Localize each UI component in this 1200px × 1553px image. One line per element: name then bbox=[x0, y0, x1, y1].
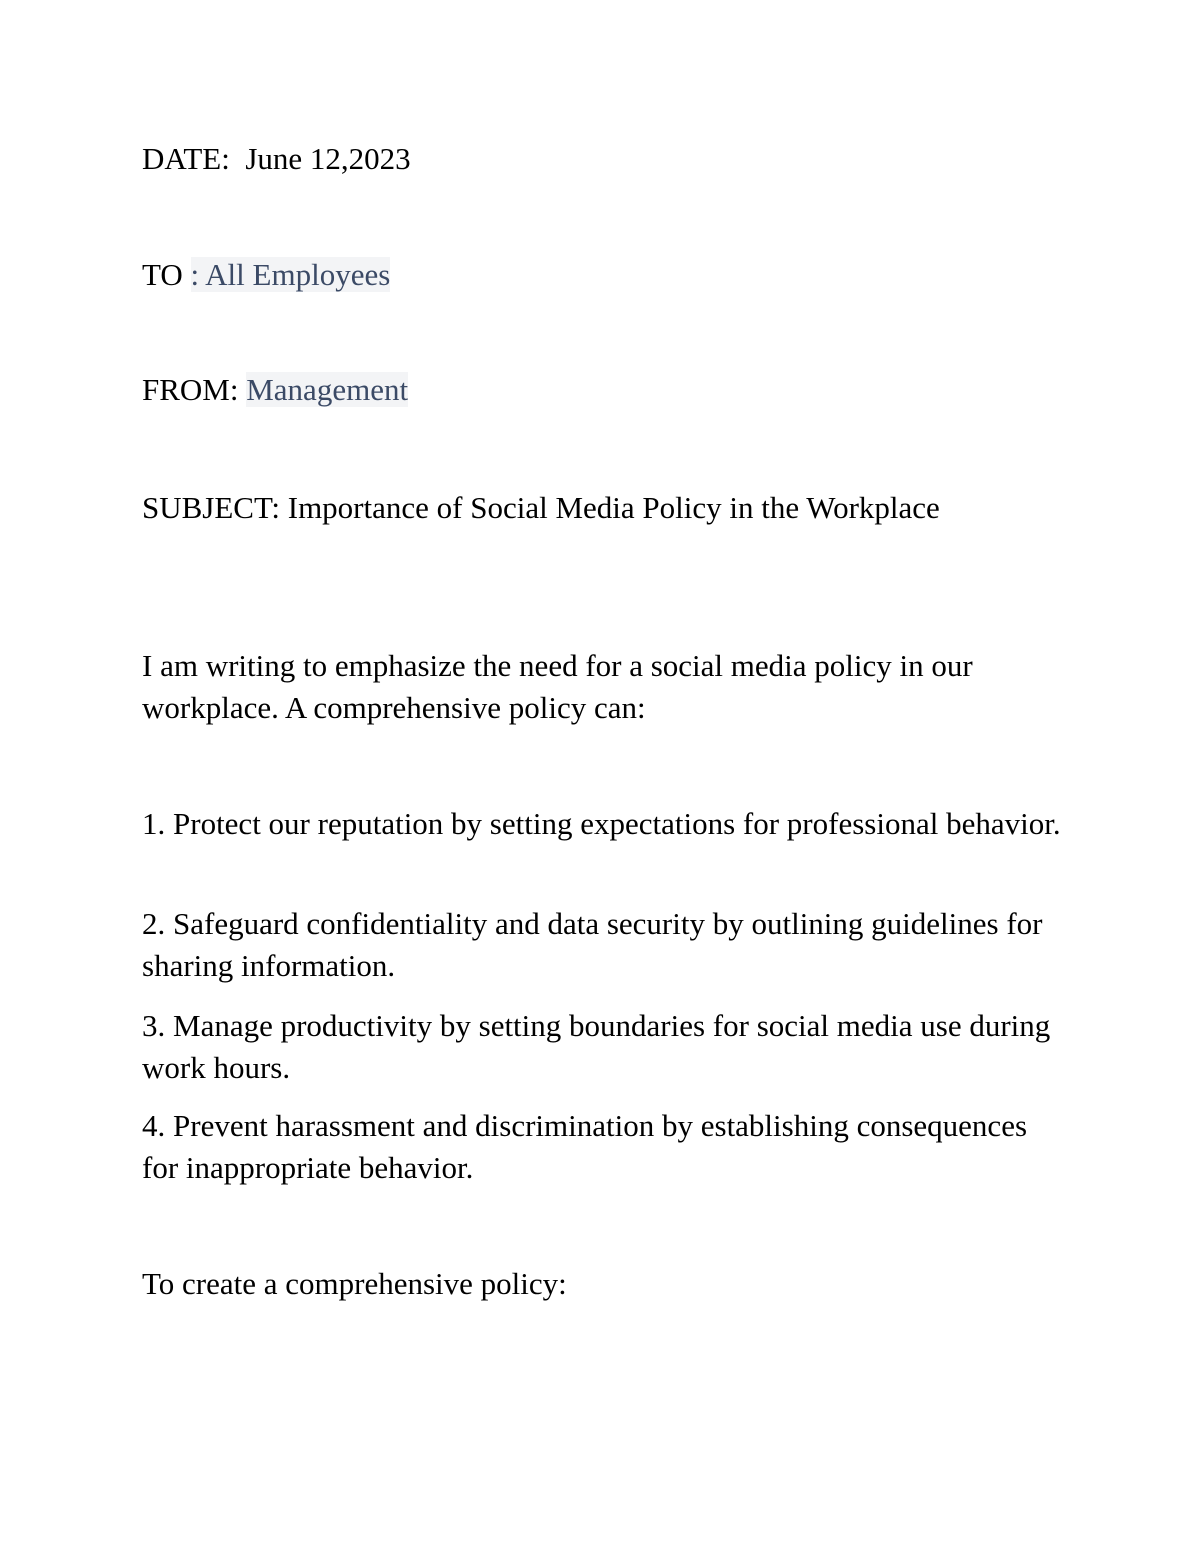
date-line bbox=[142, 138, 1062, 180]
list-item: 3. Manage productivity by setting boundaries for social media use during work hours. bbox=[142, 1008, 1059, 1085]
subject-value: Importance of Social Media Policy in the Workplace bbox=[287, 490, 940, 525]
list-item: 2. Safeguard confidentiality and data security by outlining guidelines for sharing information. bbox=[142, 906, 1051, 983]
from-value: Management bbox=[246, 372, 409, 407]
from-label: FROM: bbox=[142, 372, 239, 407]
closing-paragraph: To create a comprehensive policy: bbox=[142, 1266, 567, 1301]
list-item: 4. Prevent harassment and discrimination by establishing consequences for inappropriate behavior. bbox=[142, 1108, 1035, 1185]
from-line bbox=[142, 369, 1062, 411]
subject-line bbox=[142, 487, 1062, 529]
to-value: : All Employees bbox=[190, 257, 391, 292]
to-label: TO bbox=[142, 257, 183, 292]
date-value: June 12,2023 bbox=[245, 141, 411, 176]
intro-paragraph: I am writing to emphasize the need for a social media policy in our workplace. A comprehensive policy can: bbox=[142, 648, 981, 725]
subject-label: SUBJECT: bbox=[142, 490, 280, 525]
to-line bbox=[142, 254, 1062, 296]
date-label: DATE: bbox=[142, 141, 230, 176]
list-item: 1. Protect our reputation by setting expectations for professional behavior. bbox=[142, 806, 1061, 841]
